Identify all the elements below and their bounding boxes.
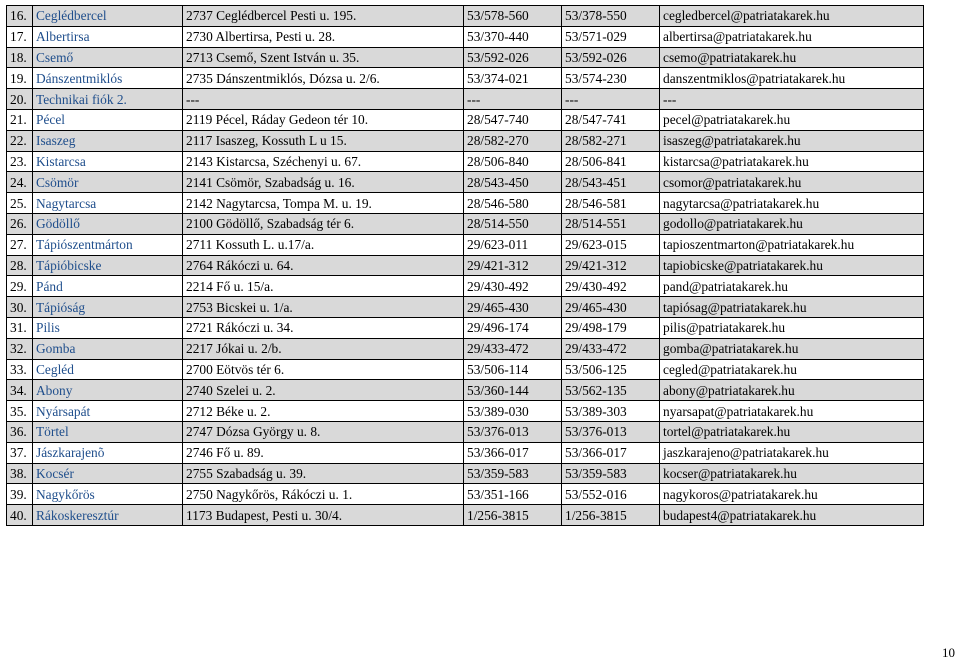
branch-fax: 29/498-179	[562, 317, 660, 338]
branch-fax: 28/582-271	[562, 130, 660, 151]
branch-fax: 53/366-017	[562, 442, 660, 463]
table-row	[7, 68, 924, 89]
table-row	[7, 89, 924, 110]
row-number: 29.	[7, 276, 33, 297]
branch-phone: 53/351-166	[464, 484, 562, 505]
branch-address: 2141 Csömör, Szabadság u. 16.	[183, 172, 464, 193]
branch-city: Csömör	[33, 172, 183, 193]
branch-fax: 53/359-583	[562, 463, 660, 484]
branch-address: 2746 Fő u. 89.	[183, 442, 464, 463]
branch-phone: 53/366-017	[464, 442, 562, 463]
branch-email: danszentmiklos@patriatakarek.hu	[660, 68, 924, 89]
branch-city: Nagykőrös	[33, 484, 183, 505]
row-number: 17.	[7, 26, 33, 47]
row-number: 33.	[7, 359, 33, 380]
branch-city: Törtel	[33, 421, 183, 442]
row-number: 27.	[7, 234, 33, 255]
branch-city: Gödöllő	[33, 213, 183, 234]
table-row	[7, 130, 924, 151]
branch-phone: ---	[464, 89, 562, 110]
branch-city: Albertirsa	[33, 26, 183, 47]
table-row	[7, 109, 924, 130]
branch-email: nagykoros@patriatakarek.hu	[660, 484, 924, 505]
branch-fax: 28/543-451	[562, 172, 660, 193]
branch-address: 2712 Béke u. 2.	[183, 401, 464, 422]
branch-phone: 53/376-013	[464, 421, 562, 442]
branch-fax: ---	[562, 89, 660, 110]
branch-fax: 53/376-013	[562, 421, 660, 442]
table-row	[7, 338, 924, 359]
branch-email: gomba@patriatakarek.hu	[660, 338, 924, 359]
branch-address: 2755 Szabadság u. 39.	[183, 463, 464, 484]
branch-fax: 53/378-550	[562, 6, 660, 27]
branch-email: albertirsa@patriatakarek.hu	[660, 26, 924, 47]
branch-city: Kocsér	[33, 463, 183, 484]
branch-address: 2100 Gödöllő, Szabadság tér 6.	[183, 213, 464, 234]
row-number: 31.	[7, 317, 33, 338]
row-number: 23.	[7, 151, 33, 172]
branch-address: 2214 Fő u. 15/a.	[183, 276, 464, 297]
branch-email: tapioszentmarton@patriatakarek.hu	[660, 234, 924, 255]
branch-phone: 29/433-472	[464, 338, 562, 359]
table-row	[7, 151, 924, 172]
branch-email: csemo@patriatakarek.hu	[660, 47, 924, 68]
branch-fax: 28/514-551	[562, 213, 660, 234]
branch-address: 2700 Eötvös tér 6.	[183, 359, 464, 380]
branch-city: Ceglédbercel	[33, 6, 183, 27]
table-row	[7, 463, 924, 484]
row-number: 24.	[7, 172, 33, 193]
branch-phone: 28/514-550	[464, 213, 562, 234]
branch-address: 2713 Csemő, Szent István u. 35.	[183, 47, 464, 68]
branch-email: csomor@patriatakarek.hu	[660, 172, 924, 193]
branch-fax: 1/256-3815	[562, 505, 660, 526]
branch-fax: 29/623-015	[562, 234, 660, 255]
row-number: 36.	[7, 421, 33, 442]
branch-address: 1173 Budapest, Pesti u. 30/4.	[183, 505, 464, 526]
branch-address: 2740 Szelei u. 2.	[183, 380, 464, 401]
branch-fax: 28/506-841	[562, 151, 660, 172]
row-number: 26.	[7, 213, 33, 234]
branch-email: abony@patriatakarek.hu	[660, 380, 924, 401]
branch-city: Csemő	[33, 47, 183, 68]
row-number: 39.	[7, 484, 33, 505]
branch-email: tapiósag@patriatakarek.hu	[660, 297, 924, 318]
table-row	[7, 47, 924, 68]
branch-fax: 29/465-430	[562, 297, 660, 318]
table-row	[7, 297, 924, 318]
branch-city: Gomba	[33, 338, 183, 359]
table-row	[7, 442, 924, 463]
branch-phone: 53/359-583	[464, 463, 562, 484]
row-number: 20.	[7, 89, 33, 110]
branch-email: godollo@patriatakarek.hu	[660, 213, 924, 234]
branch-fax: 53/552-016	[562, 484, 660, 505]
table-row	[7, 317, 924, 338]
row-number: 19.	[7, 68, 33, 89]
branch-email: tortel@patriatakarek.hu	[660, 421, 924, 442]
branch-address: 2217 Jókai u. 2/b.	[183, 338, 464, 359]
row-number: 22.	[7, 130, 33, 151]
branch-address: 2142 Nagytarcsa, Tompa M. u. 19.	[183, 193, 464, 214]
branch-city: Abony	[33, 380, 183, 401]
branch-phone: 28/547-740	[464, 109, 562, 130]
table-row	[7, 505, 924, 526]
table-row	[7, 380, 924, 401]
branch-fax: 53/506-125	[562, 359, 660, 380]
row-number: 21.	[7, 109, 33, 130]
table-row	[7, 401, 924, 422]
branch-address: 2721 Rákóczi u. 34.	[183, 317, 464, 338]
branch-phone: 53/370-440	[464, 26, 562, 47]
row-number: 35.	[7, 401, 33, 422]
table-row	[7, 6, 924, 27]
branch-address: 2711 Kossuth L. u.17/a.	[183, 234, 464, 255]
branch-phone: 29/465-430	[464, 297, 562, 318]
branch-address: 2753 Bicskei u. 1/a.	[183, 297, 464, 318]
branch-phone: 53/578-560	[464, 6, 562, 27]
row-number: 34.	[7, 380, 33, 401]
branch-phone: 28/582-270	[464, 130, 562, 151]
branch-city: Jászkarajenõ	[33, 442, 183, 463]
branch-email: isaszeg@patriatakarek.hu	[660, 130, 924, 151]
branch-city: Nyársapát	[33, 401, 183, 422]
branch-email: kistarcsa@patriatakarek.hu	[660, 151, 924, 172]
branch-city: Technikai fiók 2.	[33, 89, 183, 110]
page-number: 10	[942, 645, 955, 660]
branch-address: 2117 Isaszeg, Kossuth L u 15.	[183, 130, 464, 151]
row-number: 16.	[7, 6, 33, 27]
branch-city: Nagytarcsa	[33, 193, 183, 214]
branch-city: Rákoskeresztúr	[33, 505, 183, 526]
branch-phone: 53/592-026	[464, 47, 562, 68]
branch-address: 2764 Rákóczi u. 64.	[183, 255, 464, 276]
branch-fax: 53/562-135	[562, 380, 660, 401]
branch-table-body	[7, 6, 924, 526]
branch-email: nyarsapat@patriatakarek.hu	[660, 401, 924, 422]
branch-phone: 53/506-114	[464, 359, 562, 380]
branch-fax: 53/571-029	[562, 26, 660, 47]
table-row	[7, 484, 924, 505]
branch-address: 2747 Dózsa György u. 8.	[183, 421, 464, 442]
branch-email: cegledbercel@patriatakarek.hu	[660, 6, 924, 27]
row-number: 25.	[7, 193, 33, 214]
branch-fax: 53/574-230	[562, 68, 660, 89]
branch-fax: 28/547-741	[562, 109, 660, 130]
branch-city: Tápiószentmárton	[33, 234, 183, 255]
branch-address: 2750 Nagykőrös, Rákóczi u. 1.	[183, 484, 464, 505]
row-number: 38.	[7, 463, 33, 484]
branch-phone: 28/543-450	[464, 172, 562, 193]
branch-city: Pánd	[33, 276, 183, 297]
table-row	[7, 421, 924, 442]
branch-email: tapiobicske@patriatakarek.hu	[660, 255, 924, 276]
branch-phone: 1/256-3815	[464, 505, 562, 526]
branch-phone: 29/623-011	[464, 234, 562, 255]
branch-email: pecel@patriatakarek.hu	[660, 109, 924, 130]
branch-phone: 29/430-492	[464, 276, 562, 297]
branch-table	[6, 5, 924, 526]
table-row	[7, 213, 924, 234]
branch-address: 2735 Dánszentmiklós, Dózsa u. 2/6.	[183, 68, 464, 89]
table-row	[7, 255, 924, 276]
branch-city: Pécel	[33, 109, 183, 130]
branch-phone: 29/496-174	[464, 317, 562, 338]
branch-city: Cegléd	[33, 359, 183, 380]
branch-city: Tápióság	[33, 297, 183, 318]
table-row	[7, 276, 924, 297]
row-number: 28.	[7, 255, 33, 276]
branch-email: cegled@patriatakarek.hu	[660, 359, 924, 380]
table-row	[7, 193, 924, 214]
branch-fax: 29/433-472	[562, 338, 660, 359]
table-row	[7, 234, 924, 255]
row-number: 37.	[7, 442, 33, 463]
branch-fax: 29/421-312	[562, 255, 660, 276]
row-number: 32.	[7, 338, 33, 359]
row-number: 18.	[7, 47, 33, 68]
branch-fax: 28/546-581	[562, 193, 660, 214]
branch-phone: 53/360-144	[464, 380, 562, 401]
table-row	[7, 172, 924, 193]
table-row	[7, 26, 924, 47]
row-number: 40.	[7, 505, 33, 526]
branch-phone: 28/546-580	[464, 193, 562, 214]
branch-phone: 53/389-030	[464, 401, 562, 422]
branch-phone: 28/506-840	[464, 151, 562, 172]
branch-fax: 53/592-026	[562, 47, 660, 68]
branch-email: ---	[660, 89, 924, 110]
branch-email: jaszkarajeno@patriatakarek.hu	[660, 442, 924, 463]
branch-city: Kistarcsa	[33, 151, 183, 172]
branch-email: pilis@patriatakarek.hu	[660, 317, 924, 338]
branch-fax: 53/389-303	[562, 401, 660, 422]
table-row	[7, 359, 924, 380]
branch-city: Isaszeg	[33, 130, 183, 151]
branch-address: 2143 Kistarcsa, Széchenyi u. 67.	[183, 151, 464, 172]
row-number: 30.	[7, 297, 33, 318]
branch-email: nagytarcsa@patriatakarek.hu	[660, 193, 924, 214]
branch-address: ---	[183, 89, 464, 110]
branch-email: kocser@patriatakarek.hu	[660, 463, 924, 484]
branch-fax: 29/430-492	[562, 276, 660, 297]
branch-city: Tápióbicske	[33, 255, 183, 276]
branch-email: budapest4@patriatakarek.hu	[660, 505, 924, 526]
branch-phone: 29/421-312	[464, 255, 562, 276]
branch-city: Dánszentmiklós	[33, 68, 183, 89]
branch-address: 2730 Albertirsa, Pesti u. 28.	[183, 26, 464, 47]
branch-address: 2737 Ceglédbercel Pesti u. 195.	[183, 6, 464, 27]
branch-email: pand@patriatakarek.hu	[660, 276, 924, 297]
branch-address: 2119 Pécel, Ráday Gedeon tér 10.	[183, 109, 464, 130]
branch-phone: 53/374-021	[464, 68, 562, 89]
branch-city: Pilis	[33, 317, 183, 338]
